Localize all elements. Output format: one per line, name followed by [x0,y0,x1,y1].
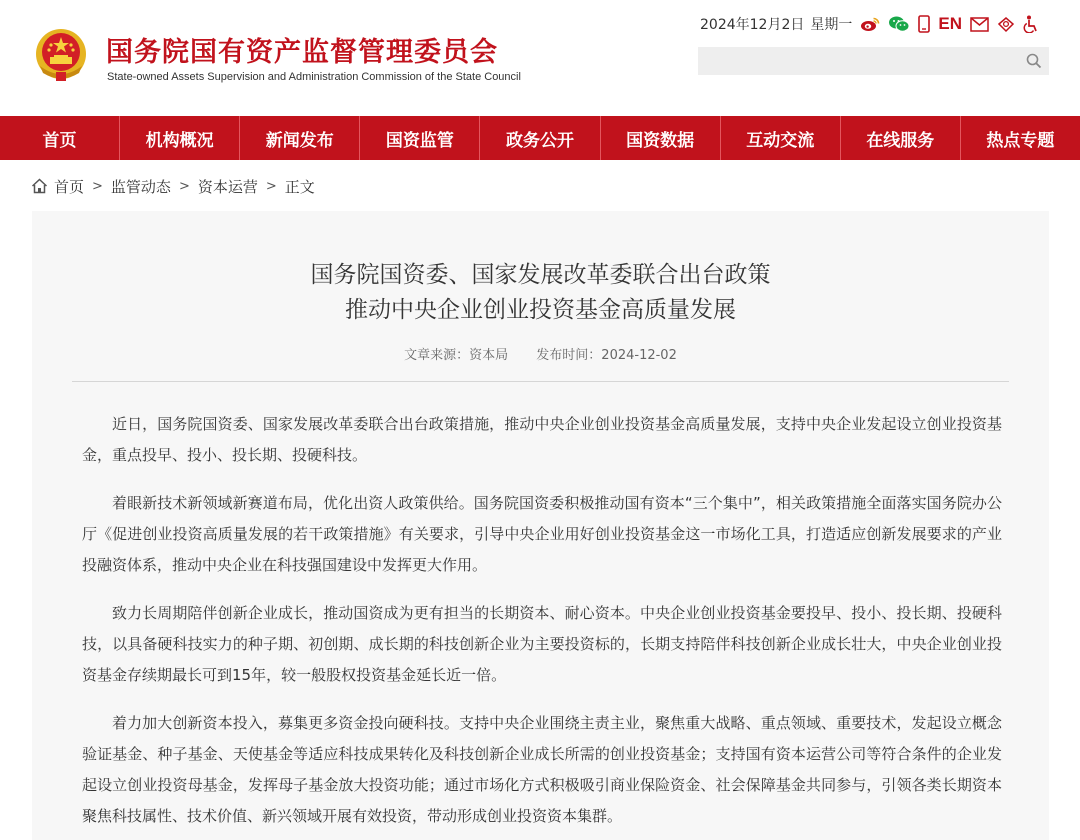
article-title [32,258,1049,328]
weibo-icon[interactable] [860,14,880,34]
breadcrumb-separator: > [92,178,103,194]
breadcrumb-separator: > [265,178,277,194]
search-icon [1026,53,1042,69]
search-button[interactable] [1019,47,1049,75]
nav-item-online-service[interactable]: 在线服务 [841,116,961,160]
nav-item-home[interactable]: 首页 [0,116,120,160]
article-body [82,409,1002,840]
nav-item-about[interactable]: 机构概况 [120,116,240,160]
search-input[interactable] [698,47,1019,75]
breadcrumb-separator: > [178,178,190,194]
current-weekday: 星期一 [810,17,853,33]
current-date: 2024年12月2日 [700,17,805,33]
english-version-link[interactable]: EN [938,14,962,33]
breadcrumb-capital-operation[interactable]: 资本运营 [197,177,258,196]
elder-care-icon[interactable] [997,14,1015,34]
main-nav [0,116,1080,160]
nav-item-interaction[interactable]: 互动交流 [721,116,841,160]
nav-item-topics[interactable]: 热点专题 [986,130,1055,151]
breadcrumb-regulatory-news[interactable]: 监管动态 [110,177,171,196]
article [32,211,1049,840]
mobile-icon[interactable] [918,14,930,34]
accessibility-icon[interactable] [1023,14,1039,34]
article-publish-date: 发布时间：2024-12-02 [536,348,677,363]
home-icon[interactable] [31,178,48,194]
site-title[interactable]: 国务院国有资产监督管理委员会 [106,37,498,68]
article-title-line: 国务院国资委、国家发展改革委联合出台政策 [310,262,771,288]
article-source: 文章来源：资本局 [404,348,509,363]
article-paragraph: 着力加大创新资本投入，募集更多资金投向硬科技。支持中央企业围绕主责主业，聚焦重大战略、重点领域、重要技术，发起设立概念验证基金、种子基金、天使基金等适应科技成果转化及科技创新企业成长所需的创业投资基金；支持国有资本运营公司等符合条件的企业发起设立创业投资母基金，发挥母子基金放大投资功能；通过市场化方式积极吸引商业保险资金、社会保障基金共同参与，引领各类长期资本聚焦科技属性、技术价值、新兴领域开展有效投资，带动形成创业投资资本集群。 [82,714,1002,825]
nav-item-government-affairs[interactable]: 政务公开 [480,116,600,160]
article-meta [32,344,1049,363]
national-emblem-icon[interactable] [32,26,90,84]
site-header [0,0,1080,116]
site-subtitle: State-owned Assets Supervision and Administration Commission of the State Council [107,71,521,83]
article-paragraph: 着眼新技术新领域新赛道布局，优化出资人政策供给。国务院国资委积极推动国有资本“三个集中”，相关政策措施全面落实国务院办公厅《促进创业投资高质量发展的若干政策措施》有关要求，引导中央企业用好创业投资基金这一市场化工具，打造适应创新发展要求的产业投融资体系，推动中央企业在科技强国建设中发挥更大作用。 [82,494,1002,574]
nav-item-data[interactable]: 国资数据 [601,116,721,160]
breadcrumb [31,175,315,197]
nav-item-news[interactable]: 新闻发布 [240,116,360,160]
breadcrumb-home[interactable]: 首页 [54,177,85,196]
divider [72,381,1009,382]
article-paragraph: 致力长周期陪伴创新企业成长，推动国资成为更有担当的长期资本、耐心资本。中央企业创业投资基金要投早、投小、投长期、投硬科技，以具备硬科技实力的种子期、初创期、成长期的科技创新企业为主要投资标的，长期支持陪伴科技创新企业成长壮大，中央企业创业投资基金存续期最长可到15年，较一般股权投资基金延长近一倍。 [82,604,1002,684]
wechat-icon[interactable] [888,14,910,34]
nav-item-supervision[interactable]: 国资监管 [360,116,480,160]
search-bar [698,47,1049,75]
utility-bar [700,12,1060,36]
breadcrumb-current: 正文 [284,177,315,196]
email-icon[interactable] [970,14,989,34]
article-title-line: 推动中央企业创业投资基金高质量发展 [345,297,736,323]
article-paragraph: 近日，国务院国资委、国家发展改革委联合出台政策措施，推动中央企业创业投资基金高质量发展，支持中央企业发起设立创业投资基金，重点投早、投小、投长期、投硬科技。 [82,415,1002,464]
